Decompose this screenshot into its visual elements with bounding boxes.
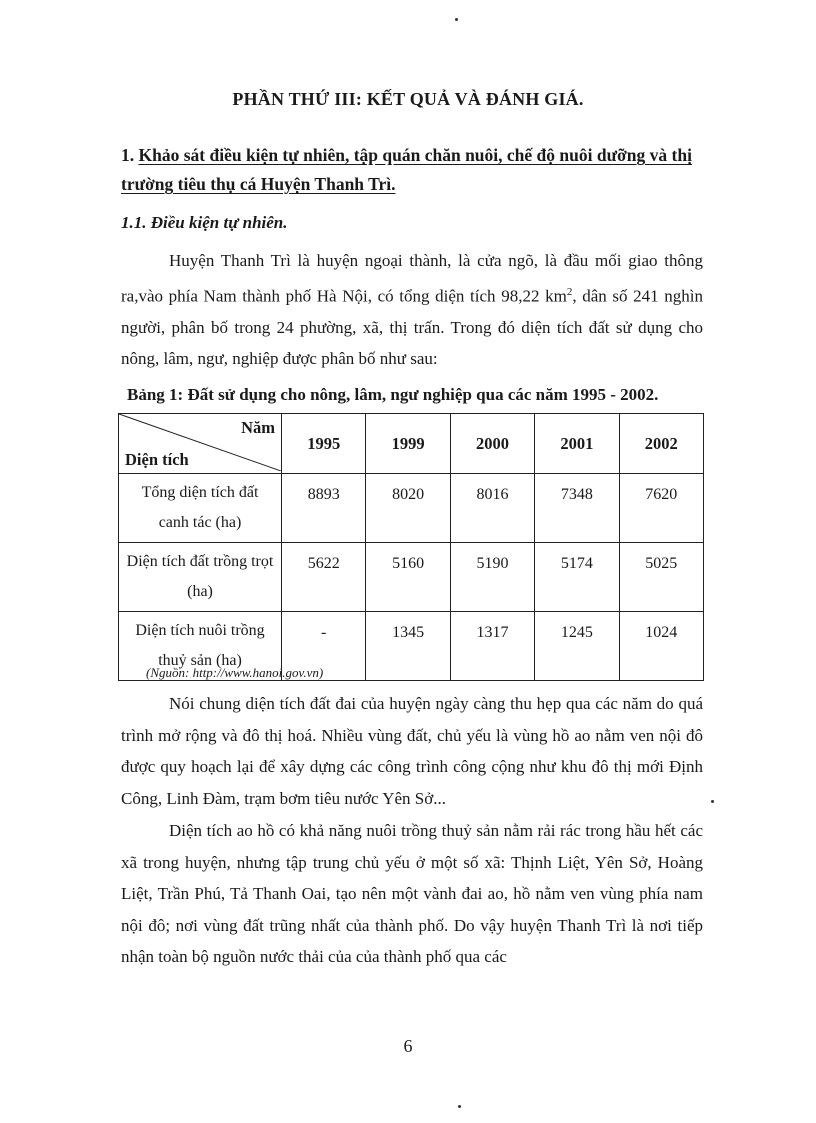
scan-speck (458, 1105, 461, 1108)
table-cell: 1317 (450, 612, 534, 681)
table-cell: 5622 (282, 543, 366, 612)
paragraph-1-text-a: Huyện Thanh Trì là huyện ngoại thành, là cửa ngõ, là đầu mối giao thông ra,vào phía Nam thành phố Hà Nội, có tổng diện tích 98,22 km (121, 251, 703, 306)
superscript: 2 (566, 285, 573, 298)
year-header: 2001 (535, 414, 619, 474)
page-title: PHẦN THỨ III: KẾT QUẢ VÀ ĐÁNH GIÁ. (232, 89, 584, 109)
corner-label-area: Diện tích (125, 450, 189, 469)
table-cell: 5190 (450, 543, 534, 612)
page-number: 6 (403, 1036, 413, 1056)
table-cell: 8020 (366, 474, 450, 543)
table-row (119, 543, 704, 612)
paragraph-3: Diện tích ao hồ có khả năng nuôi trồng thuỷ sản nằm rải rác trong hầu hết các xã trong huyện, nhưng tập trung chủ yếu ở một số xã: Thịnh Liệt, Yên Sở, Hoàng Liệt, Trần Phú, Tả Thanh Oai, tạo nên một vành đai ao, hồ nằm ven vùng phía nam nội đô; nơi vùng đất trũng nhất của thành phố. Do vậy huyện Thanh Trì là nơi tiếp nhận toàn bộ nguồn nước thải của của thành phố qua các (121, 821, 703, 966)
table-cell: 1345 (366, 612, 450, 681)
table-cell: 7348 (535, 474, 619, 543)
table-header-row (119, 414, 704, 474)
land-use-table (118, 413, 704, 681)
year-header: 1999 (366, 414, 450, 474)
row-label: Tổng diện tích đất canh tác (ha) (119, 474, 282, 543)
table-row (119, 474, 704, 543)
scan-speck (455, 18, 458, 21)
section-1-heading (121, 141, 711, 199)
table-cell: 5160 (366, 543, 450, 612)
table-corner-cell (119, 414, 282, 474)
section-1-text: Khảo sát điều kiện tự nhiên, tập quán chăn nuôi, chế độ nuôi dưỡng và thị trường tiêu thụ cá Huyện Thanh Trì. (121, 145, 692, 194)
year-header: 2000 (450, 414, 534, 474)
paragraph-1-text-b: , dân số 241 nghìn người, phân bố trong 24 phường, xã, thị trấn. Trong đó diện tích đất sử dụng cho nông, lâm, ngư, nghiệp được phân bố như sau: (121, 286, 703, 369)
year-header: 1995 (282, 414, 366, 474)
table-cell: 5025 (619, 543, 703, 612)
section-1-number: 1. (121, 145, 135, 165)
table-caption: Bảng 1: Đất sử dụng cho nông, lâm, ngư nghiệp qua các năm 1995 - 2002. (127, 385, 659, 404)
table-cell: 7620 (619, 474, 703, 543)
table-cell: 5174 (535, 543, 619, 612)
corner-label-year: Năm (241, 418, 275, 437)
table-cell: - (282, 612, 366, 681)
table-cell: 1024 (619, 612, 703, 681)
row-label: Diện tích đất trồng trọt (ha) (119, 543, 282, 612)
table-source: (Nguồn: http://www.hanoi.gov.vn) (146, 665, 324, 680)
paragraph-2: Nói chung diện tích đất đai của huyện ngày càng thu hẹp qua các năm do quá trình mở rộng và đô thị hoá. Nhiều vùng đất, chủ yếu là vùng hồ ao nằm ven nội đô được quy hoạch lại để xây dựng các công trình công cộng như khu đô thị mới Định Công, Linh Đàm, trạm bơm tiêu nước Yên Sở... (121, 694, 703, 808)
year-header: 2002 (619, 414, 703, 474)
table-cell: 8893 (282, 474, 366, 543)
paragraph-1 (121, 245, 703, 375)
table-cell: 1245 (535, 612, 619, 681)
section-1-1-heading: 1.1. Điều kiện tự nhiên. (121, 213, 288, 232)
table-cell: 8016 (450, 474, 534, 543)
row-label: Diện tích nuôi trồng thuỷ sản (ha) (119, 612, 282, 681)
scan-speck (711, 800, 714, 803)
